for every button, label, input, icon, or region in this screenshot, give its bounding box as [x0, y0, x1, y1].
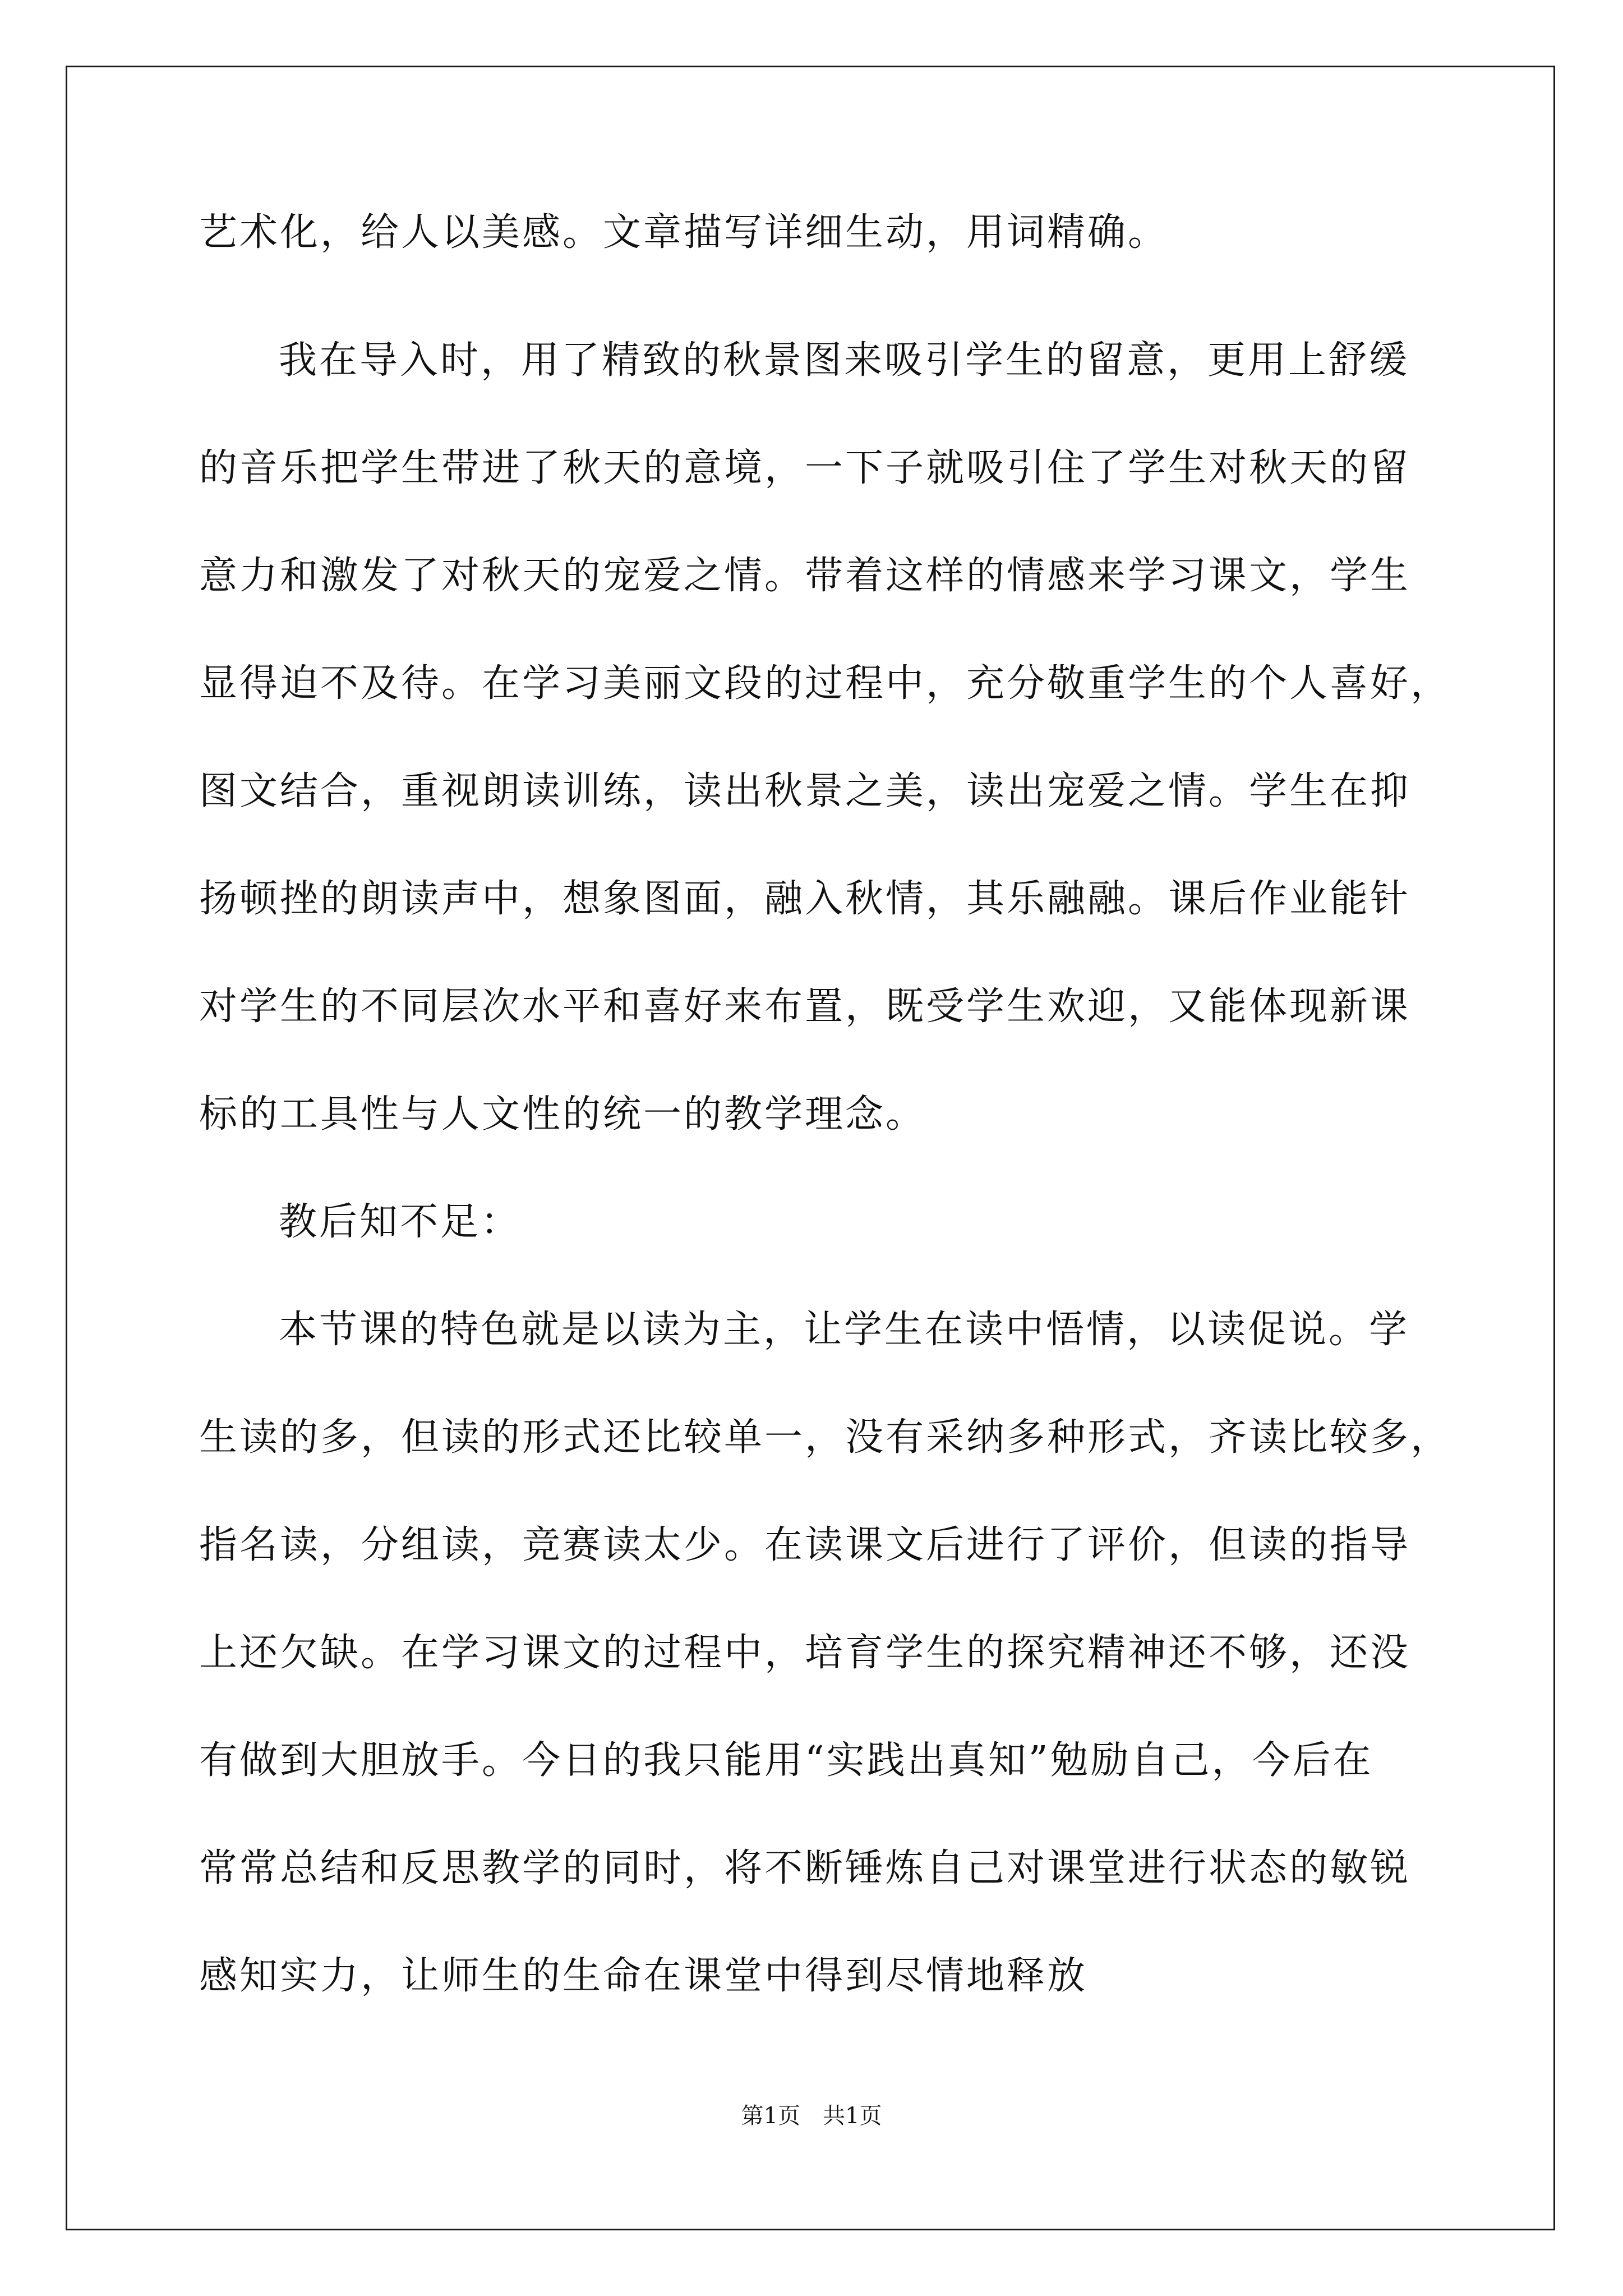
text-line: 生读的多，但读的形式还比较单一，没有采纳多种形式，齐读比较多，	[199, 1415, 1451, 1460]
text-line: 扬顿挫的朗读声中，想象图面，融入秋情，其乐融融。课后作业能针	[199, 877, 1411, 921]
section-heading: 教后知不足：	[279, 1200, 522, 1244]
text-line: 的音乐把学生带进了秋天的意境，一下子就吸引住了学生对秋天的留	[199, 446, 1411, 490]
text-line: 图文结合，重视朗读训练，读出秋景之美，读出宠爱之情。学生在抑	[199, 769, 1411, 813]
text-line: 我在导入时，用了精致的秋景图来吸引学生的留意，更用上舒缓	[279, 338, 1410, 383]
text-line: 标的工具性与人文性的统一的教学理念。	[199, 1092, 926, 1137]
text-line: 艺术化，给人以美感。文章描写详细生动，用词精确。	[199, 210, 1169, 255]
text-line: 常常总结和反思教学的同时，将不断锤炼自己对课堂进行状态的敏锐	[199, 1846, 1411, 1890]
text-line: 指名读，分组读，竞赛读太少。在读课文后进行了评价，但读的指导	[199, 1523, 1411, 1567]
page-border	[66, 66, 1555, 2230]
text-line: 对学生的不同层次水平和喜好来布置，既受学生欢迎，又能体现新课	[199, 984, 1411, 1029]
text-line: 有做到大胆放手。今日的我只能用“实践出真知”勉励自己，今后在	[199, 1738, 1373, 1783]
text-line: 上还欠缺。在学习课文的过程中，培育学生的探究精神还不够，还没	[199, 1631, 1411, 1675]
page-total: 共1页	[823, 2103, 882, 2129]
page-footer	[0, 2102, 1623, 2130]
text-line: 意力和激发了对秋天的宠爱之情。带着这样的情感来学习课文，学生	[199, 554, 1411, 598]
text-line: 本节课的特色就是以读为主，让学生在读中悟情，以读促说。学	[279, 1308, 1410, 1352]
text-line: 感知实力，让师生的生命在课堂中得到尽情地释放	[199, 1954, 1088, 1998]
page-number: 第1页	[741, 2103, 800, 2129]
text-line: 显得迫不及待。在学习美丽文段的过程中，充分敬重学生的个人喜好，	[199, 661, 1451, 706]
